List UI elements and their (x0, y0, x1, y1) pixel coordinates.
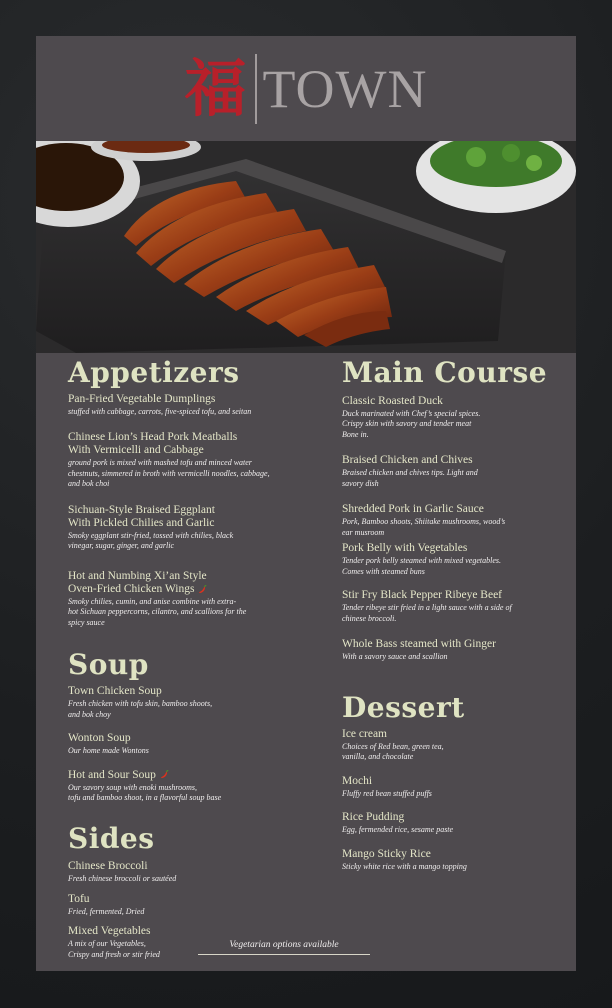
vegetarian-note: Vegetarian options available (198, 940, 370, 955)
menu-item-description: Smoky chilies, cumin, and anise combine with extra- hot Sichuan peppercorns, cilantro, and scallions for the spicy sauce (68, 596, 247, 627)
menu-column-right (342, 358, 602, 872)
menu-item-name (68, 769, 328, 782)
menu-item-description: Duck marinated with Chef’s special spices. Crispy skin with savory and tender meat Bone in. (342, 408, 481, 439)
chili-pepper-icon (198, 585, 207, 594)
section-title-main-course: Main Course (342, 356, 548, 389)
section-soup (68, 650, 328, 803)
menu-item (68, 893, 328, 918)
menu-item (68, 570, 328, 629)
menu-item-name (342, 848, 602, 861)
brand-name: TOWN (262, 58, 428, 119)
menu-item (342, 395, 602, 441)
menu-item-name (68, 570, 328, 596)
section-title-sides: Sides (68, 821, 155, 855)
menu-item-name-text: Sichuan-Style Braised Eggplant With Pickled Chilies and Garlic (68, 503, 215, 529)
menu-item (68, 769, 328, 804)
menu-item-description: A mix of our Vegetables, Crispy and fresh or stir fried (68, 939, 160, 959)
menu-item (342, 542, 602, 577)
menu-item-name (342, 503, 602, 516)
menu-item-name-text: Pork Belly with Vegetables (342, 542, 468, 555)
menu-header (36, 36, 576, 141)
menu-item-name (68, 893, 328, 906)
menu-item-description: Fresh chinese broccoli or sautéed (68, 874, 177, 884)
menu-item-description: stuffed with cabbage, carrots, five-spiced tofu, and seitan (68, 406, 252, 416)
menu-item (68, 431, 328, 490)
menu-card (36, 36, 576, 971)
menu-item-name (342, 395, 602, 408)
menu-item-name-text: Rice Pudding (342, 811, 405, 824)
menu-item-name-text: Stir Fry Black Pepper Ribeye Beef (342, 589, 503, 602)
menu-item (342, 811, 602, 836)
menu-item-name-text: Braised Chicken and Chives (342, 454, 473, 467)
menu-item-name (68, 685, 328, 698)
section-title-appetizers: Appetizers (68, 356, 240, 389)
menu-item-description: Braised chicken and chives tips. Light and savory dish (342, 468, 478, 488)
menu-item-name (68, 393, 328, 406)
menu-item (68, 504, 328, 552)
menu-item-name (342, 811, 602, 824)
section-dessert (342, 690, 602, 872)
menu-item-name-text: Pan-Fried Vegetable Dumplings (68, 392, 216, 405)
menu-item-name (68, 925, 328, 938)
menu-item-name (68, 431, 328, 457)
menu-item (342, 589, 602, 624)
menu-item (68, 685, 328, 720)
menu-item (68, 732, 328, 757)
menu-item-name (68, 504, 328, 530)
chili-pepper-icon (160, 770, 169, 779)
menu-item-name-text: Chinese Broccoli (68, 860, 148, 873)
menu-item-description: Pork, Bamboo shoots, Shiitake mushrooms, wood’s ear musroom (342, 517, 506, 537)
menu-item-description: Tender ribeye stir fried in a light sauce with a side of chinese broccoli. (342, 603, 512, 623)
menu-item (342, 728, 602, 763)
menu-item (342, 848, 602, 873)
hero-duck-image (36, 141, 576, 353)
menu-item-name-text: Chinese Lion’s Head Pork Meatballs With Vermicelli and Cabbage (68, 431, 238, 457)
menu-item-name-text: Classic Roasted Duck (342, 394, 443, 407)
menu-item-name (68, 732, 328, 745)
section-appetizers (68, 358, 328, 628)
menu-item-name-text: Mochi (342, 774, 373, 787)
menu-item-name-text: Whole Bass steamed with Ginger (342, 638, 496, 651)
menu-item-name-text: Hot and Numbing Xi’an Style Oven-Fried Chicken Wings (68, 569, 207, 595)
menu-item-name (342, 638, 602, 651)
menu-item (342, 503, 602, 538)
menu-item-name (342, 775, 602, 788)
menu-item-name (342, 728, 602, 741)
menu-item-name-text: Mango Sticky Rice (342, 847, 431, 860)
menu-item-name-text: Mixed Vegetables (68, 925, 151, 938)
menu-item-description: Tender pork belly steamed with mixed vegetables. Comes with steamed buns (342, 556, 501, 576)
menu-item-description: With a savory sauce and scallion (342, 652, 448, 662)
menu-item-name-text: Town Chicken Soup (68, 685, 162, 698)
menu-item-description: Fresh chicken with tofu skin, bamboo shoots, and bok choy (68, 699, 213, 719)
menu-item-name (68, 860, 328, 873)
brand-logo-glyph: 福 (184, 51, 247, 125)
menu-item-name-text: Tofu (68, 892, 90, 905)
menu-item-description: ground pork is mixed with mashed tofu and minced water chestnuts, simmered in broth with vermicelli noodles, cabbage, and bok choi (68, 458, 270, 489)
menu-column-left (68, 358, 328, 960)
menu-item-description: Fluffy red bean stuffed puffs (342, 788, 432, 798)
menu-item (68, 860, 328, 885)
section-title-soup: Soup (68, 648, 149, 682)
menu-item-description: Sticky white rice with a mango topping (342, 861, 467, 871)
menu-item (342, 454, 602, 489)
menu-item-name (342, 589, 602, 602)
menu-item-description: Our home made Wontons (68, 746, 149, 756)
menu-item-description: Smoky eggplant stir-fried, tossed with chilies, black vinegar, sugar, ginger, and garlic (68, 530, 234, 551)
menu-item-description: Our savory soup with enoki mushrooms, tofu and bamboo shoot, in a flavorful soup base (68, 782, 222, 803)
menu-item-name (342, 454, 602, 467)
menu-item-name-text: Ice cream (342, 727, 388, 740)
menu-item-name (342, 542, 602, 555)
section-main-course (342, 358, 602, 663)
menu-item (342, 775, 602, 800)
logo-divider (255, 54, 257, 124)
menu-item (68, 393, 328, 418)
menu-item (342, 638, 602, 663)
section-title-dessert: Dessert (342, 690, 465, 724)
menu-item-description: Choices of Red bean, green tea, vanilla, and chocolate (342, 741, 444, 762)
menu-item-description: Fried, fermented, Dried (68, 906, 145, 916)
menu-item-name-text: Wonton Soup (68, 732, 131, 745)
menu-item-name-text: Shredded Pork in Garlic Sauce (342, 503, 484, 516)
menu-item-name-text: Hot and Sour Soup (68, 768, 156, 781)
menu-item-description: Egg, fermended rice, sesame paste (342, 825, 454, 835)
